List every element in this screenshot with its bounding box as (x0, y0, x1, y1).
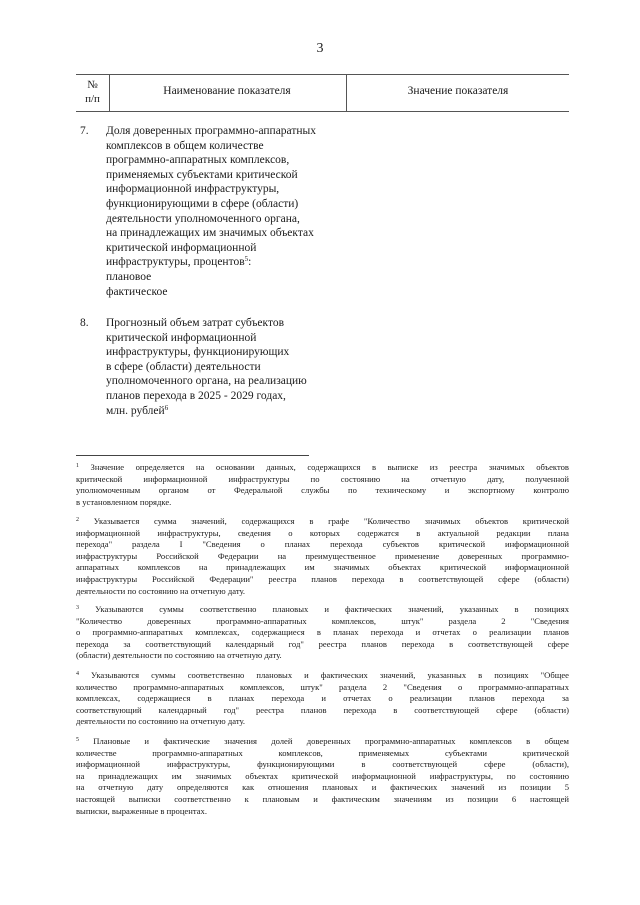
footnote-line: перехода" раздела I "Сведения о планах перехода субъектов критической информационной (76, 539, 569, 550)
indicator-line-last (106, 404, 346, 419)
indicator-name (106, 124, 346, 299)
footnote-text: Указываются суммы соответственно плановых и фактических значений, указанных в позициях (95, 604, 569, 614)
footnote-line: количестве программно-аппаратных комплексов, применяемых субъектами критической (76, 747, 569, 758)
table-header (76, 74, 569, 112)
footnote-line: "Количество доверенных программно-аппаратных комплексов, штук" раздела 2 "Сведения (76, 615, 569, 626)
footnote-text: Указывается сумма значений, содержащихся в графе "Количество значимых объектов критической (93, 516, 569, 526)
footnote-line: о программно-аппаратных комплексах, содержащиеся в планах перехода и отчетах о реализации планов (76, 627, 569, 638)
sub-item-actual: фактическое (106, 285, 168, 298)
footnote-line: критической информационной инфраструктуры по состоянию на отчетную дату, полученной (76, 473, 569, 484)
footnote-ref[interactable]: 5 (244, 255, 249, 264)
footnote-line: комплексах, содержащиеся в планах перехода и отчетах о реализации планов перехода за (76, 693, 569, 704)
indicator-line: планов перехода в 2025 - 2029 годах, (106, 389, 286, 402)
footnote-line (76, 604, 569, 616)
footnote-line: соответствующий календарный год" реестра планов перехода в соответствующей сфере (области) (76, 704, 569, 715)
indicator-line: Прогнозный объем затрат субъектов (106, 317, 285, 329)
indicator-line: информационной инфраструктуры, (106, 183, 280, 196)
indicator-name (106, 316, 346, 418)
footnote-ref[interactable]: 6 (164, 403, 169, 412)
footnote-line (76, 462, 569, 474)
footnote (76, 462, 569, 508)
footnote-line: на отчетную дату определяются как отношения плановых и фактических значений из позиции 5 (76, 782, 569, 793)
footnote-separator (76, 455, 309, 456)
indicator-line: комплексов в общем количестве (106, 139, 264, 152)
footnote-marker: 2 (76, 517, 79, 523)
indicator-trailing: : (248, 256, 252, 269)
footnote-marker: 4 (76, 671, 79, 677)
footnote-line: уполномоченным органом от Федеральной службы по техническому и экспортному контролю (76, 485, 569, 496)
footnote-line (76, 736, 569, 748)
indicator-line: критической информационной (106, 331, 257, 344)
footnote-line (76, 516, 569, 528)
footnote (76, 736, 569, 817)
indicator-line: уполномоченного органа, на реализацию (106, 375, 307, 388)
indicator-line: инфраструктуры, процентов (106, 256, 245, 269)
footnote (76, 604, 569, 662)
footnote-marker: 3 (76, 605, 79, 611)
footnote-line: деятельности по состоянию на отчетную дату. (76, 716, 246, 727)
footnote-line: перехода за соответствующий календарный год" реестра планов перехода в соответствующей сфере (76, 638, 569, 649)
footnote-line: деятельности по состоянию на отчетную дату. (76, 585, 246, 596)
footnote-line: в установленном порядке. (76, 496, 172, 507)
indicator-line: Доля доверенных программно-аппаратных (106, 125, 317, 137)
indicator-line: инфраструктуры, функционирующих (106, 346, 290, 359)
footnote-line: аппаратных комплексов на принадлежащих им значимых объектах критической информационной (76, 562, 569, 573)
indicator-line: критической информационной (106, 241, 257, 254)
footnote-text: Значение определяется на основании данных, содержащихся в выписке из реестра значимых объектов (90, 462, 569, 472)
footnote-line: на принадлежащих им значимых объектах критической информационной инфраструктуры, по состоянию (76, 770, 569, 781)
indicator-line: млн. рублей (106, 404, 165, 417)
footnote-text: Плановые и фактические значения долей доверенных программно-аппаратных комплексов в общем (93, 736, 569, 746)
footnote-line: инфраструктуры Российской Федерации на преимущественное применение доверенных программно- (76, 550, 569, 561)
row-number: 8. (80, 317, 89, 329)
footnote-marker: 5 (76, 737, 79, 743)
column-header-value: Значение показателя (407, 85, 509, 97)
indicator-line-last (106, 255, 346, 270)
indicator-line: применяемых субъектами критической (106, 168, 298, 181)
footnote-line: выписки, выраженные в процентах. (76, 805, 207, 816)
column-header-number (76, 78, 109, 106)
sub-item-planned: плановое (106, 270, 152, 283)
footnote-marker: 1 (76, 463, 79, 469)
column-header-number-line: № (87, 79, 98, 91)
footnote-line: (области) деятельности по состоянию на отчетную дату. (76, 650, 282, 661)
indicator-line: на принадлежащих им значимых объектах (106, 227, 314, 240)
indicator-line: в сфере (области) деятельности (106, 360, 261, 373)
footnote-line: настоящей выписки соответственно к плановым и фактическим значениям из позиции 6 настоящей (76, 793, 569, 804)
page-number: 3 (316, 41, 324, 56)
footnote-text: Указываются суммы соответственно плановых и фактических значений, указанных в позициях "Общее (91, 670, 569, 680)
footnote-line: инфраструктуры Российской Федерации" реестра планов перехода в соответствующей сфере (области) (76, 573, 569, 584)
indicator-line: функционирующими в сфере (области) (106, 197, 299, 210)
footnote (76, 516, 569, 597)
footnote-line: информационной инфраструктуры, функционирующими в соответствующей сфере (области), (76, 759, 569, 770)
footnote-line (76, 670, 569, 682)
column-header-name: Наименование показателя (163, 85, 291, 97)
indicator-line: программно-аппаратных комплексов, (106, 154, 290, 167)
footnote (76, 670, 569, 728)
row-number: 7. (80, 125, 89, 137)
column-header-number-line: п/п (85, 93, 100, 105)
footnote-line: информационной инфраструктуры, сведения о которых содержатся в актуальной редакции плана (76, 527, 569, 538)
indicator-line: деятельности уполномоченного органа, (106, 212, 300, 225)
footnote-line: количество программно-аппаратных комплексов, штук" раздела 2 "Сведения о программно-аппаратных (76, 681, 569, 692)
